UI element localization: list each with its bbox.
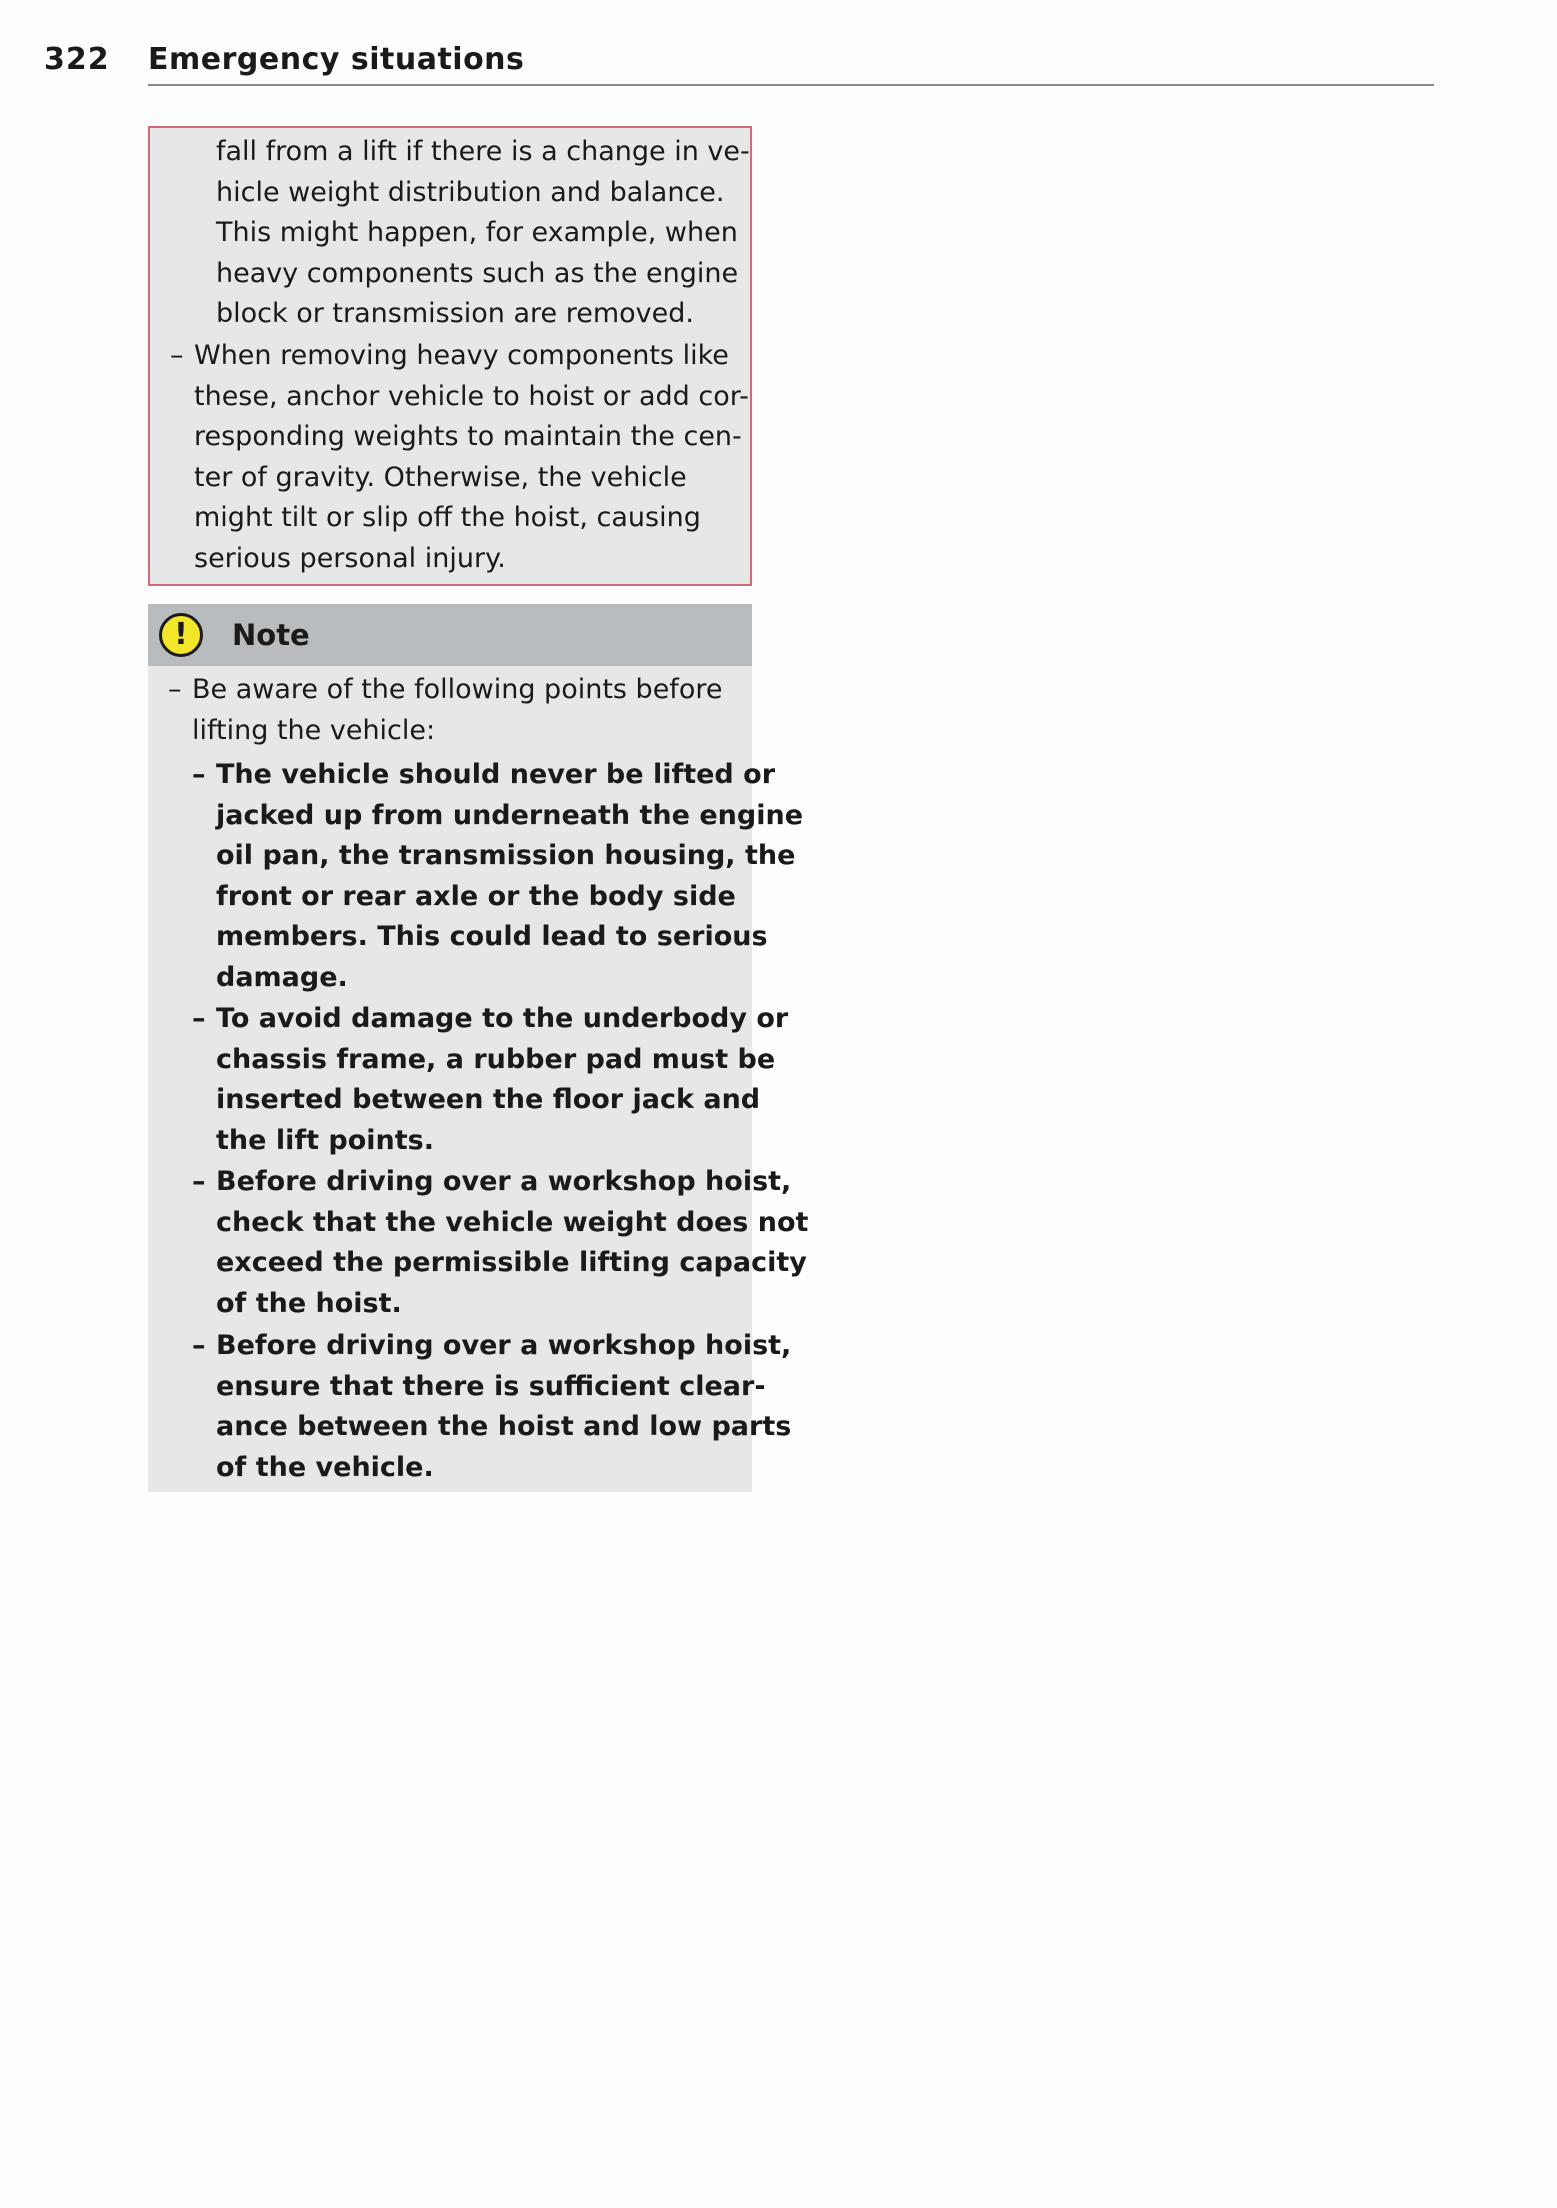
dash-bullet: – bbox=[192, 1003, 206, 1034]
text-line: damage. bbox=[216, 961, 348, 993]
warning-box bbox=[148, 126, 752, 586]
section-title: Emergency situations bbox=[148, 42, 525, 77]
note-box bbox=[148, 604, 809, 1492]
text-line: hicle weight distribution and balance. bbox=[216, 176, 725, 208]
list-item-text bbox=[216, 1162, 808, 1324]
text-line: When removing heavy components like bbox=[194, 340, 729, 371]
page-header bbox=[44, 40, 1434, 86]
text-line: jacked up from underneath the engine bbox=[216, 799, 804, 831]
text-line: of the vehicle. bbox=[216, 1451, 434, 1483]
text-line: fall from a lift if there is a change in ve- bbox=[216, 136, 750, 167]
text-line: responding weights to maintain the cen- bbox=[194, 421, 742, 452]
text-line: Before driving over a workshop hoist, bbox=[216, 1330, 792, 1361]
text-line: front or rear axle or the body side bbox=[216, 880, 736, 912]
text-line: check that the vehicle weight does not bbox=[216, 1206, 809, 1238]
dash-bullet: – bbox=[192, 759, 206, 790]
text-line: Be aware of the following points before bbox=[192, 674, 723, 705]
text-line: Before driving over a workshop hoist, bbox=[216, 1166, 792, 1197]
text-line: ter of gravity. Otherwise, the vehicle bbox=[194, 461, 687, 493]
list-item-text bbox=[216, 1326, 791, 1488]
text-line: heavy components such as the engine bbox=[216, 257, 739, 289]
list-item-text bbox=[216, 755, 803, 998]
dash-bullet: – bbox=[192, 1166, 206, 1197]
text-line: might tilt or slip off the hoist, causing bbox=[194, 502, 701, 533]
text-line: The vehicle should never be lifted or bbox=[216, 759, 776, 790]
text-line: lifting the vehicle: bbox=[192, 714, 436, 746]
text-line: ance between the hoist and low parts bbox=[216, 1411, 792, 1442]
text-line: To avoid damage to the underbody or bbox=[216, 1003, 789, 1034]
text-line: chassis frame, a rubber pad must be bbox=[216, 1043, 776, 1075]
text-line: ensure that there is sufficient clear- bbox=[216, 1370, 766, 1402]
note-title: Note bbox=[232, 618, 310, 652]
text-line: serious personal injury. bbox=[194, 542, 506, 574]
text-line: of the hoist. bbox=[216, 1287, 402, 1319]
text-line: exceed the permissible lifting capacity bbox=[216, 1247, 807, 1278]
warning-continued-text bbox=[216, 132, 750, 335]
list-item-text bbox=[192, 670, 722, 751]
text-line: inserted between the floor jack and bbox=[216, 1084, 761, 1115]
page-number: 322 bbox=[44, 42, 110, 77]
note-header bbox=[148, 604, 752, 666]
text-line: oil pan, the transmission housing, the bbox=[216, 840, 796, 871]
list-item-text bbox=[216, 999, 788, 1161]
dash-bullet: – bbox=[192, 1330, 206, 1361]
text-line: these, anchor vehicle to hoist or add cor- bbox=[194, 380, 749, 412]
text-line: This might happen, for example, when bbox=[216, 217, 738, 248]
text-line: block or transmission are removed. bbox=[216, 298, 694, 329]
list-item-text bbox=[194, 336, 749, 579]
exclamation-icon: ! bbox=[159, 613, 203, 657]
dash-bullet: – bbox=[168, 674, 182, 705]
text-line: members. This could lead to serious bbox=[216, 921, 768, 952]
dash-bullet: – bbox=[170, 340, 184, 371]
header-rule bbox=[148, 84, 1434, 86]
text-line: the lift points. bbox=[216, 1124, 434, 1156]
